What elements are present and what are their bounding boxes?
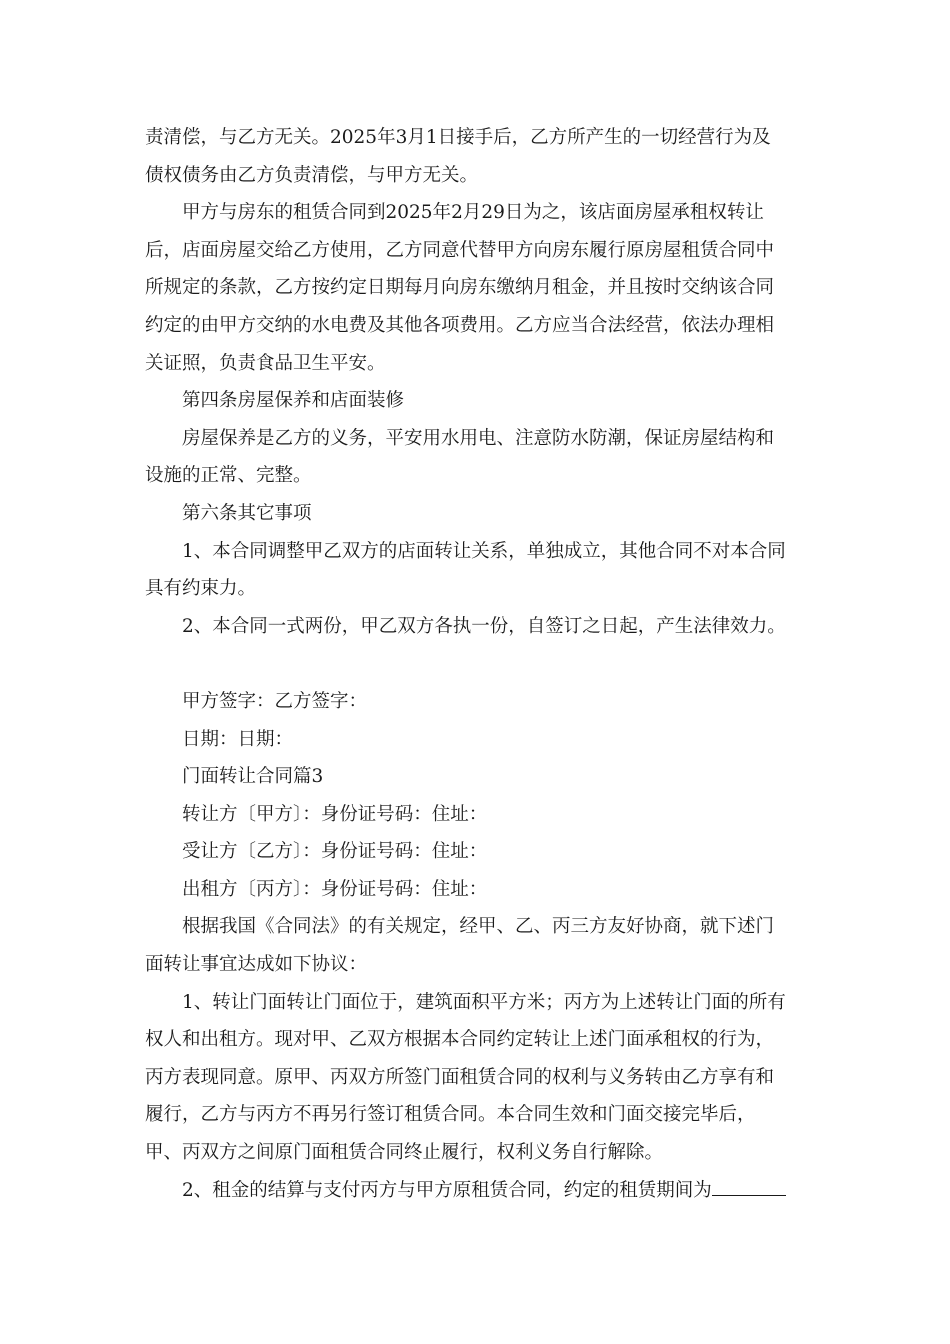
paragraph-line: 债权债务由乙方负责清偿，与甲方无关。: [145, 164, 479, 186]
paragraph-line: 第六条其它事项: [182, 502, 312, 524]
paragraph-line: 2、本合同一式两份，甲乙双方各执一份，自签订之日起，产生法律效力。: [182, 615, 786, 637]
transferor-line: 转让方〔甲方〕：身份证号码：住址：: [182, 803, 488, 825]
lessor-line: 出租方〔丙方〕：身份证号码：住址：: [182, 878, 488, 900]
paragraph-line: 后，店面房屋交给乙方使用，乙方同意代替甲方向房东履行原房屋租赁合同中: [145, 239, 775, 261]
signature-line: 甲方签字：乙方签字：: [182, 690, 368, 712]
contract-clauses: [145, 119, 805, 645]
document-page: [145, 119, 805, 1209]
paragraph-line: 责清偿，与乙方无关。2025年3月1日接手后，乙方所产生的一切经营行为及: [145, 127, 771, 148]
paragraph-line: 1、本合同调整甲乙双方的店面转让关系，单独成立，其他合同不对本合同: [182, 540, 786, 562]
paragraph-line: 房屋保养是乙方的义务，平安用水用电、注意防水防潮，保证房屋结构和: [182, 427, 775, 449]
paragraph-line: 1、转让门面转让门面位于，建筑面积平方米；丙方为上述转让门面的所有: [182, 991, 786, 1013]
fill-blank[interactable]: [712, 1177, 786, 1196]
rent-clause: [145, 1172, 805, 1210]
paragraph-line: 关证照，负责食品卫生平安。: [145, 352, 386, 374]
paragraph-line: 面转让事宜达成如下协议：: [145, 954, 368, 976]
paragraph-line: 履行，乙方与丙方不再另行签订租赁合同。本合同生效和门面交接完毕后，: [145, 1104, 756, 1126]
blank-line: [145, 645, 805, 683]
paragraph-line: 甲方与房东的租赁合同到2025年2月29日为之，该店面房屋承租权转让: [182, 202, 764, 224]
paragraph-line: 根据我国《合同法》的有关规定，经甲、乙、丙三方友好协商，就下述门: [182, 916, 775, 938]
section3-clauses: [145, 908, 805, 1171]
section-title: 门面转让合同篇3: [182, 766, 324, 788]
paragraph-line: 设施的正常、完整。: [145, 465, 312, 487]
paragraph-line: 权人和出租方。现对甲、乙双方根据本合同约定转让上述门面承租权的行为，: [145, 1029, 775, 1051]
paragraph-line: 甲、丙双方之间原门面租赁合同终止履行，权利义务自行解除。: [145, 1142, 664, 1164]
date-line: 日期：日期：: [182, 728, 294, 750]
paragraph-line: 约定的由甲方交纳的水电费及其他各项费用。乙方应当合法经营，依法办理相: [145, 314, 775, 336]
paragraph-line: 具有约束力。: [145, 578, 257, 600]
transferee-line: 受让方〔乙方〕：身份证号码：住址：: [182, 841, 488, 863]
paragraph-line: 所规定的条款，乙方按约定日期每月向房东缴纳月租金，并且按时交纳该合同: [145, 277, 775, 299]
rent-clause-text: 2、租金的结算与支付丙方与甲方原租赁合同，约定的租赁期间为: [182, 1179, 712, 1201]
paragraph-line: 第四条房屋保养和店面装修: [182, 390, 405, 412]
paragraph-line: 丙方表现同意。原甲、丙双方所签门面租赁合同的权利与义务转由乙方享有和: [145, 1066, 775, 1088]
